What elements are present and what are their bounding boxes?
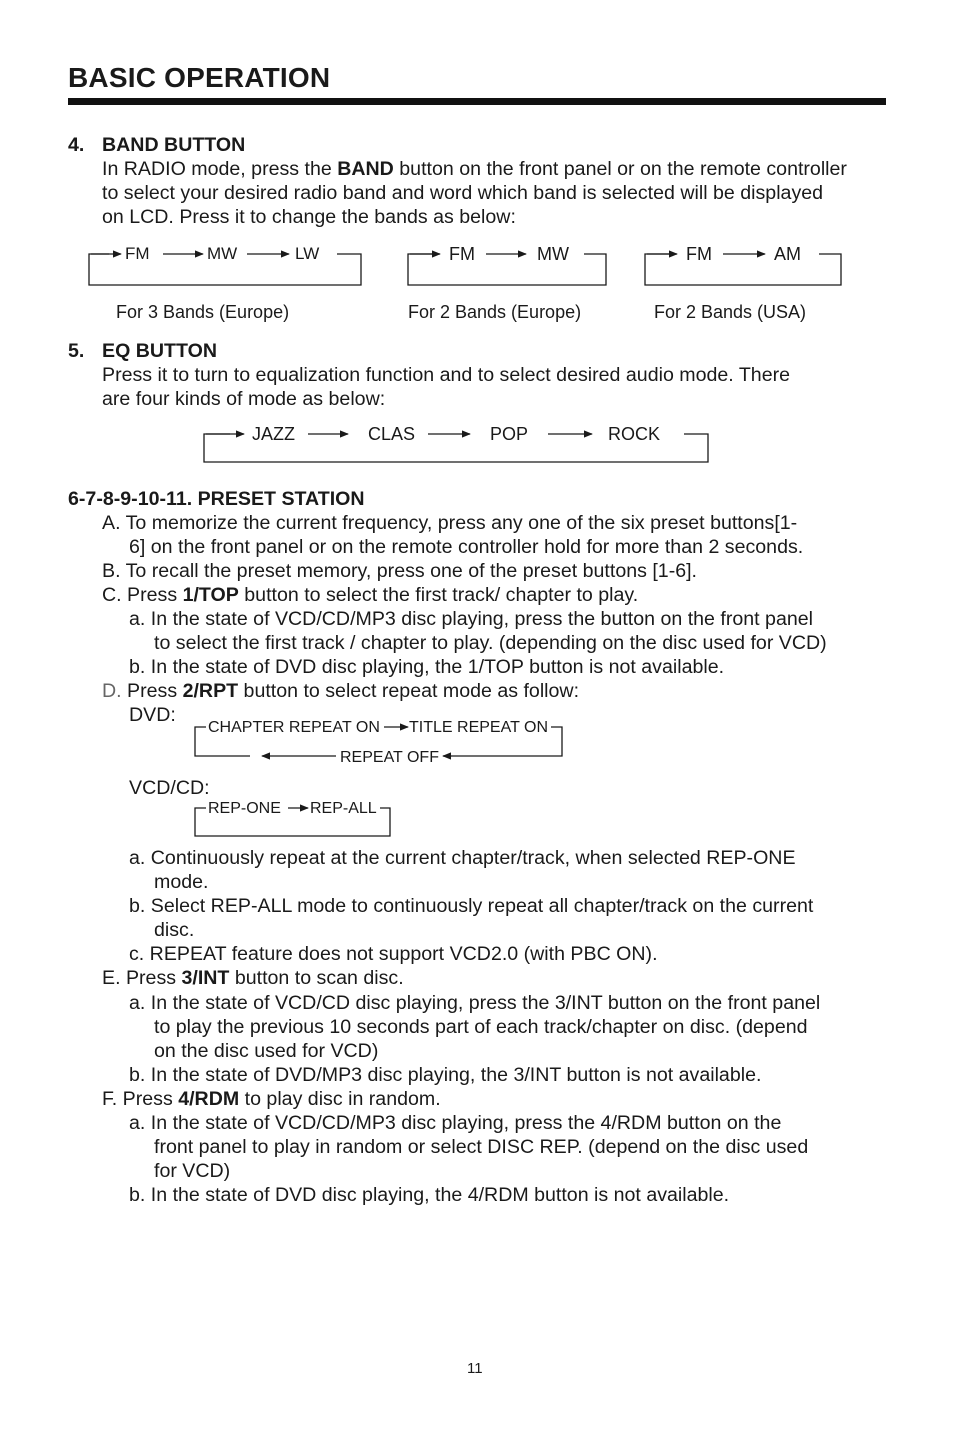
- band-item: AM: [774, 244, 801, 264]
- page-title: BASIC OPERATION: [68, 62, 331, 93]
- eq-paragraph-line1: Press it to turn to equalization function and to select desired audio mode. There: [102, 364, 791, 386]
- band-3-europe-diagram: [85, 240, 365, 290]
- eq-heading-number: 5.: [68, 340, 85, 362]
- preset-item-d-c: c. REPEAT feature does not support VCD2.0 (with PBC ON).: [129, 943, 658, 965]
- dvd-repeat-diagram: [190, 712, 570, 772]
- preset-item-a-line1: A. To memorize the current frequency, press any one of the six preset buttons[1-: [102, 512, 798, 534]
- vcd-repeat-diagram: [190, 794, 396, 840]
- eq-paragraph-line2: are four kinds of mode as below:: [102, 388, 386, 410]
- preset-item-e: E. Press 3/INT button to scan disc.: [102, 967, 404, 989]
- dvd-repeat-item: REPEAT OFF: [340, 749, 439, 766]
- eq-mode-item: POP: [490, 424, 529, 444]
- preset-heading: 6-7-8-9-10-11. PRESET STATION: [68, 488, 365, 510]
- preset-item-f: F. Press 4/RDM to play disc in random.: [102, 1088, 441, 1110]
- preset-item-d: D. Press 2/RPT button to select repeat mode as follow:: [102, 680, 580, 702]
- band-2-europe-diagram: [404, 240, 614, 290]
- preset-item-a-line2: 6] on the front panel or on the remote controller hold for more than 2 seconds.: [129, 536, 804, 558]
- band-item: FM: [686, 244, 712, 264]
- band-paragraph-line3: on LCD. Press it to change the bands as below:: [102, 206, 516, 228]
- page-number: 11: [467, 1360, 483, 1377]
- band-item: MW: [537, 244, 569, 264]
- band-2-usa-diagram: [641, 240, 847, 290]
- eq-mode-diagram: [200, 420, 712, 466]
- preset-item-e-b: b. In the state of DVD/MP3 disc playing, the 3/INT button is not available.: [129, 1064, 762, 1086]
- band-item: FM: [449, 244, 475, 264]
- vcd-repeat-item: REP-ONE: [208, 800, 281, 817]
- preset-item-e-a-line1: a. In the state of VCD/CD disc playing, press the 3/INT button on the front panel: [129, 992, 821, 1014]
- title-underline: [68, 98, 886, 105]
- preset-item-f-a-line1: a. In the state of VCD/CD/MP3 disc playing, press the 4/RDM button on the: [129, 1112, 782, 1134]
- band-diagram-caption: For 2 Bands (USA): [654, 302, 807, 322]
- band-paragraph-line2: to select your desired radio band and word which band is selected will be displayed: [102, 182, 824, 204]
- dvd-repeat-item: CHAPTER REPEAT ON: [208, 719, 380, 736]
- vcd-repeat-item: REP-ALL: [310, 800, 377, 817]
- dvd-repeat-item: TITLE REPEAT ON: [409, 719, 548, 736]
- eq-mode-item: ROCK: [608, 424, 661, 444]
- preset-item-e-a-line2: to play the previous 10 seconds part of each track/chapter on disc. (depend: [154, 1016, 808, 1038]
- eq-mode-item: CLAS: [368, 424, 416, 444]
- preset-item-d-a-line2: mode.: [154, 871, 209, 893]
- preset-item-f-b: b. In the state of DVD disc playing, the 4/RDM button is not available.: [129, 1184, 730, 1206]
- vcd-label: VCD/CD:: [129, 777, 210, 799]
- preset-item-c: C. Press 1/TOP button to select the first track/ chapter to play.: [102, 584, 639, 606]
- preset-item-c-a-line2: to select the first track / chapter to play. (depending on the disc used for VCD): [154, 632, 827, 654]
- dvd-label: DVD:: [129, 704, 176, 726]
- band-item: LW: [295, 244, 320, 263]
- band-heading: BAND BUTTON: [102, 134, 246, 156]
- preset-item-c-b: b. In the state of DVD disc playing, the 1/TOP button is not available.: [129, 656, 725, 678]
- preset-item-e-a-line3: on the disc used for VCD): [154, 1040, 379, 1062]
- band-item: FM: [125, 244, 150, 263]
- preset-item-f-a-line3: for VCD): [154, 1160, 231, 1182]
- preset-item-f-a-line2: front panel to play in random or select DISC REP. (depend on the disc used: [154, 1136, 809, 1158]
- band-diagram-caption: For 3 Bands (Europe): [116, 302, 290, 322]
- preset-item-d-a-line1: a. Continuously repeat at the current chapter/track, when selected REP-ONE: [129, 847, 796, 869]
- band-item: MW: [207, 244, 238, 263]
- band-diagram-caption: For 2 Bands (Europe): [408, 302, 582, 322]
- preset-item-d-b-line2: disc.: [154, 919, 195, 941]
- preset-item-c-a-line1: a. In the state of VCD/CD/MP3 disc playing, press the button on the front panel: [129, 608, 813, 630]
- preset-item-d-b-line1: b. Select REP-ALL mode to continuously repeat all chapter/track on the current: [129, 895, 814, 917]
- band-heading-number: 4.: [68, 134, 85, 156]
- band-paragraph-line1: In RADIO mode, press the BAND button on the front panel or on the remote controller: [102, 158, 847, 180]
- eq-mode-item: JAZZ: [252, 424, 295, 444]
- preset-item-b: B. To recall the preset memory, press one of the preset buttons [1-6].: [102, 560, 698, 582]
- eq-heading: EQ BUTTON: [102, 340, 218, 362]
